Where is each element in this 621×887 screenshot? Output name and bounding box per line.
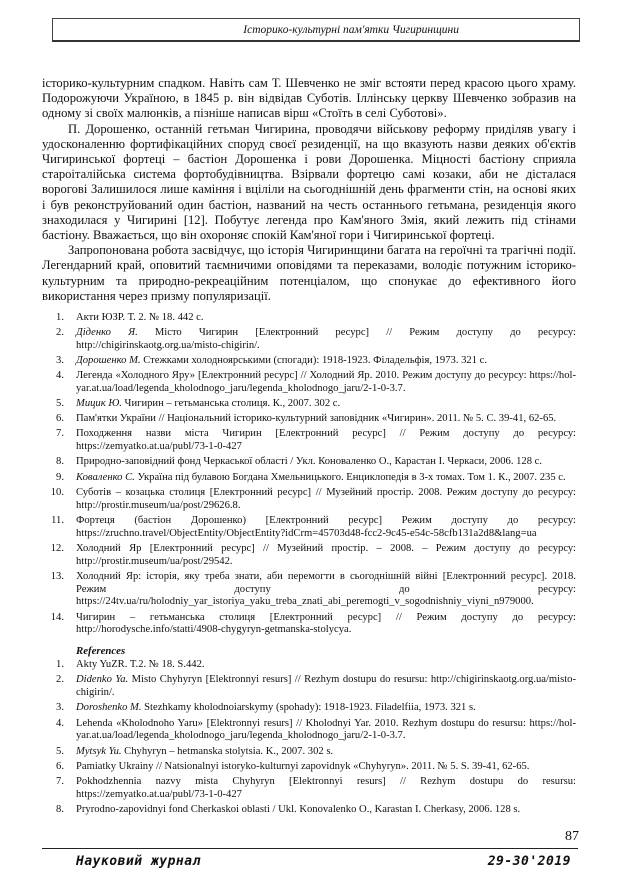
reference-author: Діденко Я.	[76, 327, 138, 339]
reference-list-transliterated	[42, 659, 576, 816]
reference-text: Chyhyryn – hetmanska stolytsia. K., 2007. 302 s.	[121, 745, 334, 757]
reference-item	[42, 355, 576, 368]
reference-text: Чигирин – гетьманська столиця. К., 2007. 302 с.	[121, 398, 341, 410]
reference-text: Україна під булавою Богдана Хмельницького. Енциклопедія в 3-х томах. Том 1. К., 2007. 235 с.	[134, 471, 566, 483]
reference-author: Коваленко С.	[76, 471, 135, 483]
reference-item	[42, 804, 576, 817]
running-header	[52, 18, 580, 42]
reference-item	[42, 312, 576, 325]
reference-text: Пам'ятки України // Національний історико-культурний заповідник «Чигирин». 2011. № 5. С. 39-41, 62-65.	[76, 413, 557, 425]
reference-text: Місто Чигирин [Електронний ресурс] // Режим доступу до ресурсу: http://chigirinskaotg.org.ua/misto-chigirin/.	[76, 327, 576, 352]
reference-author: Didenko Ya.	[76, 674, 129, 686]
issue-number: 29-30'2019	[487, 854, 571, 869]
body-paragraph: П. Дорошенко, останній гетьман Чигирина, проводячи військову реформу приділяв увагу і удосконаленню фортифікаційних споруд своєї резиденції, на що вказують назви деяких об'єктів Чигиринської фортеці – бастіон Дорошенка і рови Дорошенка. Міцності бастіону сприяла староіталійська система фортобудівництва. Взірвали фортецю самі козаки, аби не дісталася ворогові Залишилося лише каміння і вціліли на сьогоднішній день фрагменти стін, на основі яких і був реконструйований один бастіон, названий на честь останнього гетьмана, резиденція якого знаходилася у Чигирині [12]. Побутує легенда про Кам'яного Змія, який лежить під стінами бастіону. Вважається, що він охороняє спокій Кам'яної гори і Чигиринської фортеці.	[42, 121, 576, 243]
reference-item	[42, 659, 576, 672]
references-heading: References	[76, 645, 126, 658]
reference-item	[42, 543, 576, 569]
reference-item	[42, 413, 576, 426]
reference-text: Суботів – козацька столиця [Електронний ресурс] // Музейний простір. 2008. Режим доступу до ресурсу: http://prostir.museum/ua/post/29626.8.	[76, 486, 576, 511]
reference-item	[42, 370, 576, 396]
reference-text: Pokhodzhennia nazvy mista Chyhyryn [Elektronnyi resurs] // Rezhym dostupu do resursu: https://zemyatko.at.ua/publ/73-1-0-427	[76, 775, 576, 800]
reference-text: Природно-заповідний фонд Черкаської області / Укл. Коноваленко О., Карастан І. Черкаси, 2006. 128 с.	[76, 456, 543, 468]
reference-number: 10.	[50, 486, 64, 498]
reference-text: Акти ЮЗР. Т. 2. № 18. 442 с.	[76, 312, 204, 324]
reference-number: 9.	[56, 471, 64, 483]
reference-number: 14.	[50, 611, 64, 623]
reference-text: Pryrodno-zapovidnyi fond Cherkaskoi oblasti / Ukl. Konovalenko O., Karastan I. Cherkasy, 2006. 128 s.	[76, 803, 521, 815]
reference-number: 2.	[56, 327, 64, 339]
reference-item	[42, 428, 576, 454]
reference-number: 8.	[56, 803, 64, 815]
reference-text: Чигирин – гетьманська столиця [Електронний ресурс] // Режим доступу до ресурсу: http://horodysche.info/statti/4908-chygyryn-getmanska-stolycya.	[76, 611, 576, 636]
reference-number: 12.	[50, 542, 64, 554]
running-title: Історико-культурні пам'ятки Чигиринщини	[243, 24, 459, 36]
reference-number: 3.	[56, 702, 64, 714]
reference-item	[42, 515, 576, 541]
reference-text: Походження назви міста Чигирин [Електронний ресурс] // Режим доступу до ресурсу: https://zemyatko.at.ua/publ/73-1-0-427	[76, 428, 576, 453]
reference-author: Дорошенко М.	[76, 355, 141, 367]
journal-name: Науковий журнал	[76, 854, 201, 869]
reference-item	[42, 472, 576, 485]
reference-item	[42, 746, 576, 759]
reference-author: Mytsyk Yu.	[76, 745, 122, 757]
reference-text: Misto Chyhyryn [Elektronnyi resurs] // Rezhym dostupu do resursu: http://chigirinskaotg.org.ua/misto-chigirin/.	[76, 674, 576, 699]
reference-text: Фортеця (бастіон Дорошенко) [Електронний ресурс] Режим доступу до ресурсу: https://zruchno.travel/ObjectEntity/ObjectEntity?idCrm=45703d48-fcc2-9c45-e54c-58cfb131a2d8&lang=ua	[76, 514, 576, 539]
reference-number: 1.	[56, 312, 64, 324]
reference-text: Lehenda «Kholodnoho Yaru» [Elektronnyi resurs] // Kholodnyi Yar. 2010. Rezhym dostupu do resursu: https://hol-yar.at.ua/load/legenda_kholodnogo_jaru/legenda_kholodnogo_jaru/2-1-0-3.7.	[76, 717, 576, 742]
reference-number: 8.	[56, 456, 64, 468]
article-body	[42, 76, 576, 819]
reference-list	[42, 312, 576, 637]
reference-text: Pamiatky Ukrainy // Natsionalnyi istoryko-kulturnyi zapovidnyk «Chyhyryn». 2011. № 5. S. 39-41, 62-65.	[76, 760, 530, 772]
reference-text: Холодний Яр: історія, яку треба знати, аби перемогти в сьогоднішній війні [Електронний ресурс]. 2018. Режим доступу до ресурсу: https://24tv.ua/ru/holodniy_yar_istoriya_yaku_treba_znati_abi_peremogti_v_sogodnishniy_viyni_n979000.	[76, 570, 576, 608]
reference-number: 7.	[56, 428, 64, 440]
reference-number: 13.	[50, 570, 64, 582]
reference-number: 3.	[56, 355, 64, 367]
reference-item	[42, 327, 576, 353]
body-paragraph: історико-культурним спадком. Навіть сам Т. Шевченко не зміг встояти перед красою цього храму. Подорожуючи Україною, в 1845 р. він відвідав Суботів. Іллінську церкву Шевченко зобразив на одному зі своїх малюнків, а пізніше написав вірш «Стоїть в селі Суботові».	[42, 76, 576, 121]
reference-item	[42, 718, 576, 744]
reference-number: 5.	[56, 745, 64, 757]
reference-item	[42, 612, 576, 638]
reference-item	[42, 776, 576, 802]
reference-item	[42, 456, 576, 469]
reference-item	[42, 702, 576, 715]
reference-number: 11.	[51, 514, 64, 526]
reference-number: 5.	[56, 398, 64, 410]
reference-item	[42, 398, 576, 411]
reference-author: Мицик Ю.	[76, 398, 122, 410]
page-number: 87	[565, 829, 579, 844]
reference-item	[42, 571, 576, 610]
reference-item	[42, 761, 576, 774]
reference-number: 4.	[56, 717, 64, 729]
reference-text: Стежками холодноярськими (спогади): 1918-1923. Філадельфія, 1973. 321 с.	[140, 355, 488, 367]
reference-item	[42, 487, 576, 513]
reference-text: Легенда «Холодного Яру» [Електронний ресурс] // Холодний Яр. 2010. Режим доступу до ресурсу: https://hol-yar.at.ua/load/legenda_kholodnogo_jaru/legenda_kholodnogo_jaru/2-1-0-3.7.	[76, 370, 576, 395]
reference-number: 1.	[56, 659, 64, 671]
reference-text: Stezhkamy kholodnoiarskymy (spohady): 1918-1923. Filadelfiia, 1973. 321 s.	[141, 702, 476, 714]
reference-item	[42, 674, 576, 700]
reference-text: Akty YuZR. T.2. № 18. S.442.	[76, 659, 205, 671]
reference-number: 6.	[56, 413, 64, 425]
body-paragraph: Запропонована робота засвідчує, що історія Чигиринщини багата на героїчні та трагічні події. Легендарний край, оповитий таємничими оповідями та переказами, володіє потужним історико-культурним та природно-рекреаційним потенціалом, що спонукає до ефективного його використання через призму популяризації.	[42, 243, 576, 303]
footer-divider	[42, 848, 578, 849]
reference-author: Doroshenko M.	[76, 702, 142, 714]
reference-number: 6.	[56, 760, 64, 772]
reference-text: Холодний Яр [Електронний ресурс] // Музейний простір. – 2008. – Режим доступу до ресурсу: http://prostir.museum/ua/post/29542.	[76, 542, 576, 567]
reference-number: 7.	[56, 775, 64, 787]
reference-number: 2.	[56, 674, 64, 686]
reference-number: 4.	[56, 370, 64, 382]
